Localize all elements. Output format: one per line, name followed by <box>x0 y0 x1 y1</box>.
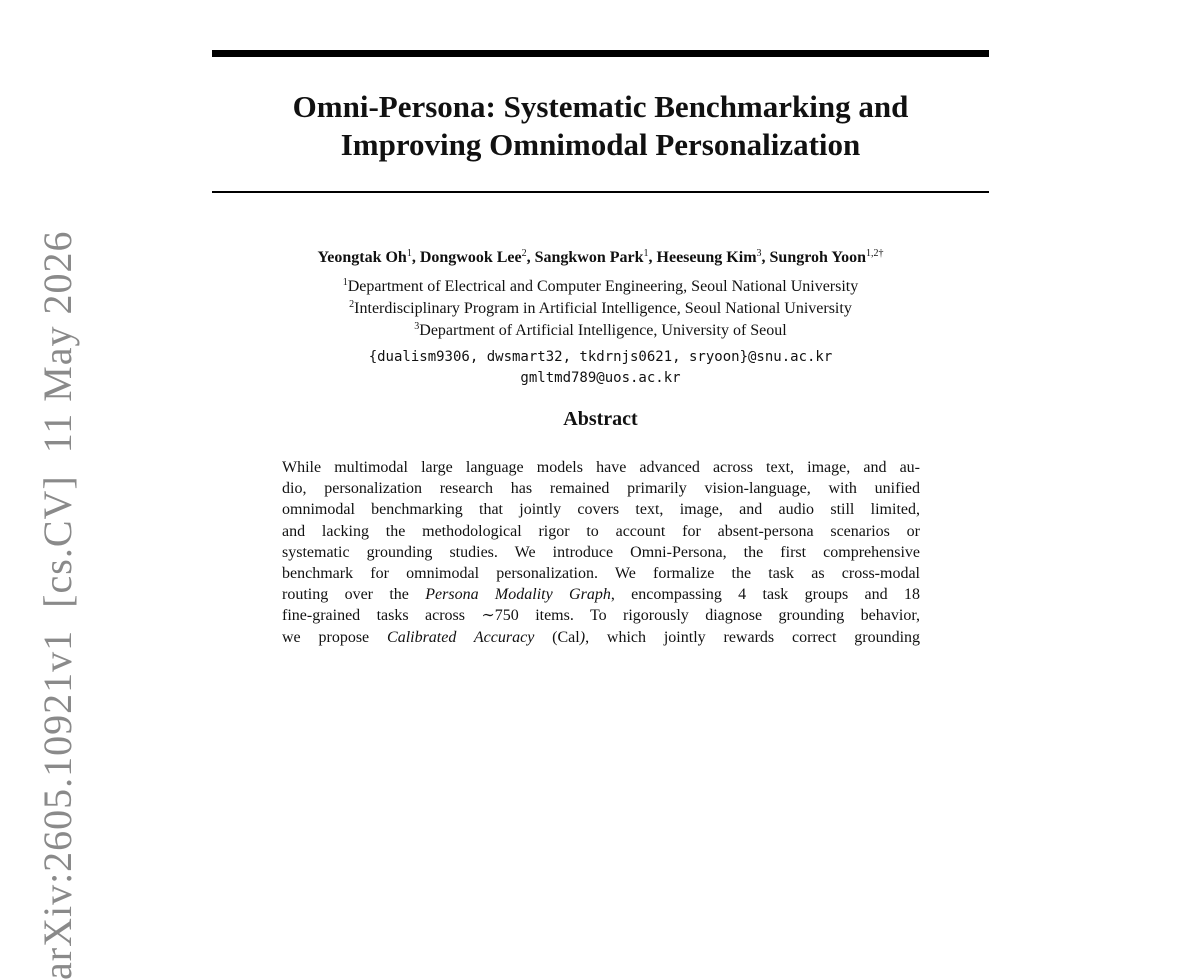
abstract-line <box>282 627 920 648</box>
author-list: Yeongtak Oh$^1$, Dongwook Lee$^2$, Sangkwon Park$^1$, Heeseung Kim$^3$, Sungroh Yoon$^{1,2\dagger}$ <box>317 248 884 266</box>
abstract-text: and lacking the methodological rigor to account for absent-persona scenarios or <box>282 522 920 540</box>
abstract-line <box>282 499 920 520</box>
abstract-text: we propose <box>282 628 388 646</box>
abstract-text: , encompassing 4 task groups and 18 <box>610 586 921 604</box>
affiliation-text: Department of Artificial Intelligence, University of Seoul <box>419 322 787 339</box>
abstract-line <box>282 478 920 499</box>
author-name: Heeseung Kim <box>656 249 757 266</box>
abstract-body <box>282 457 920 648</box>
abstract-text: dio, personalization research has remained primarily vision-language, with unified <box>282 480 920 498</box>
abstract-heading: Abstract <box>563 408 638 430</box>
affiliations <box>212 276 989 342</box>
author-name: Dongwook Lee <box>419 249 522 266</box>
abstract-text: (Cal <box>534 628 580 646</box>
email-line: gmltmd789@uos.ac.kr <box>520 370 681 386</box>
abstract-line <box>282 457 920 478</box>
abstract-line <box>282 584 920 605</box>
author-affiliation-mark: 1 <box>406 248 412 259</box>
abstract-line <box>282 605 920 626</box>
abstract-text: While multimodal large language models have advanced across text, image, and au- <box>282 459 920 476</box>
abstract-text: fine-grained tasks across ∼750 items. To rigorously diagnose grounding behavior, <box>282 607 920 625</box>
arxiv-identifier-stamp: arXiv:2605.10921v1 [cs.CV] 11 May 2026 <box>35 230 80 980</box>
title-bottom-rule <box>212 191 989 193</box>
author-name: Yeongtak Oh <box>317 249 407 266</box>
title-top-rule <box>212 50 989 57</box>
affiliation-line <box>212 320 989 342</box>
abstract-italic-text: ) <box>579 628 586 646</box>
author-name: Sungroh Yoon <box>769 249 867 266</box>
author-affiliation-mark: 2 <box>521 248 527 259</box>
abstract-text: routing over the <box>282 586 426 604</box>
author-name: Sangkwon Park <box>534 249 644 266</box>
abstract-line <box>282 521 920 542</box>
title-line-2: Improving Omnimodal Personalization <box>340 127 861 162</box>
author-affiliation-mark: 1 <box>643 248 649 259</box>
affiliation-mark: 3 <box>414 321 420 332</box>
affiliation-line <box>212 276 989 298</box>
email-line: {dualism9306, dwsmart32, tkdrnjs0621, sryoon}@snu.ac.kr <box>368 349 833 365</box>
abstract-italic-text: Persona Modality Graph <box>425 586 611 604</box>
affiliation-text: Department of Electrical and Computer Engineering, Seoul National University <box>347 278 859 295</box>
abstract-line <box>282 542 920 563</box>
abstract-text: benchmark for omnimodal personalization. We formalize the task as cross-modal <box>282 565 920 583</box>
affiliation-text: Interdisciplinary Program in Artificial Intelligence, Seoul National University <box>354 300 852 317</box>
affiliation-mark: 2 <box>349 299 355 310</box>
abstract-italic-text: Calibrated Accuracy <box>387 628 535 646</box>
author-affiliation-mark: 1,2† <box>866 248 884 259</box>
abstract-text: omnimodal benchmarking that jointly covers text, image, and audio still limited, <box>282 501 920 519</box>
author-affiliation-mark: 3 <box>756 248 762 259</box>
affiliation-mark: 1 <box>342 277 348 288</box>
abstract-line <box>282 563 920 584</box>
paper-title <box>212 88 989 164</box>
title-line-1: Omni-Persona: Systematic Benchmarking and <box>292 89 909 124</box>
abstract-text: , which jointly rewards correct grounding <box>585 628 921 646</box>
affiliation-line <box>212 298 989 320</box>
abstract-text: systematic grounding studies. We introduce Omni-Persona, the first comprehensive <box>282 543 920 561</box>
author-emails <box>212 347 989 389</box>
